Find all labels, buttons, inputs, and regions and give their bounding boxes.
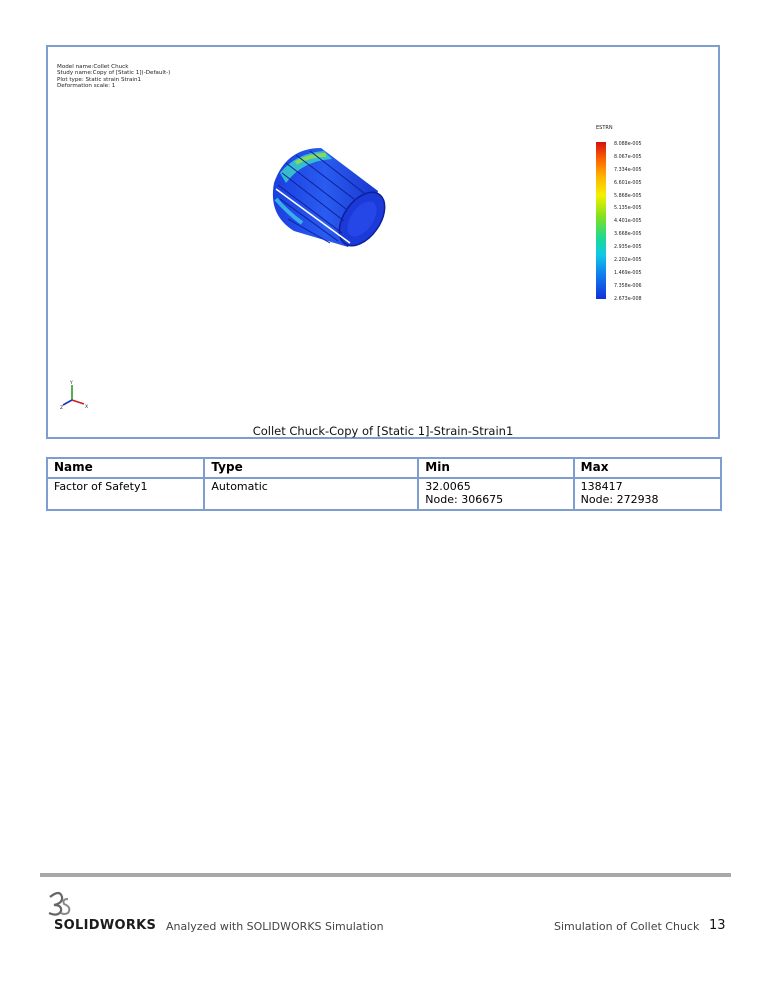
legend-label: 7.334e-005 — [614, 167, 642, 173]
plot-info-type: Plot type: Static strain Strain1 — [57, 76, 142, 83]
legend-label: 6.601e-005 — [614, 180, 642, 186]
legend-label: 8.067e-005 — [614, 154, 642, 160]
strain-legend — [596, 125, 666, 305]
header-max: Max — [574, 458, 721, 478]
legend-color-bar — [596, 142, 606, 299]
table-row — [47, 478, 721, 510]
legend-label: 2.673e-008 — [614, 296, 642, 302]
axis-z-label: Z — [60, 406, 64, 410]
cell-min — [418, 478, 573, 510]
axis-x-label: X — [85, 405, 89, 410]
axis-y-label: Y — [70, 381, 73, 386]
min-node: Node: 306675 — [425, 493, 504, 506]
axis-triad-icon — [60, 380, 94, 410]
ds-logo-icon — [46, 891, 74, 917]
legend-label: 2.935e-005 — [614, 245, 642, 251]
legend-label: 3.668e-005 — [614, 232, 642, 238]
min-value: 32.0065 — [425, 480, 471, 493]
table-header-row — [47, 458, 721, 478]
legend-label: 1.469e-005 — [614, 270, 642, 276]
header-type: Type — [204, 458, 418, 478]
legend-label: 8.088e-005 — [614, 142, 642, 147]
legend-labels — [614, 139, 666, 307]
plot-frame — [46, 45, 720, 439]
plot-caption: Collet Chuck-Copy of [Static 1]-Strain-Strain1 — [252, 424, 514, 438]
legend-label: 2.202e-005 — [614, 258, 642, 264]
footer-analyzed-text: Analyzed with SOLIDWORKS Simulation — [166, 920, 384, 933]
cell-name: Factor of Safety1 — [47, 478, 204, 510]
cell-type: Automatic — [204, 478, 418, 510]
plot-info-scale: Deformation scale: 1 — [57, 83, 116, 90]
header-min: Min — [418, 458, 573, 478]
max-value: 138417 — [580, 480, 623, 493]
legend-label: 4.401e-005 — [614, 219, 642, 225]
results-table — [46, 457, 722, 511]
brand-logo-text: SOLIDWORKS — [54, 918, 157, 933]
plot-info-study: Study name:Copy of [Static 1](-Default-) — [57, 70, 171, 77]
page-number: 13 — [709, 918, 726, 933]
max-node: Node: 272938 — [580, 493, 659, 506]
collet-model-image — [266, 143, 386, 253]
legend-label: 7.358e-006 — [614, 283, 642, 289]
header-name: Name — [47, 458, 204, 478]
plot-info — [57, 64, 170, 90]
footer-title-text: Simulation of Collet Chuck — [554, 920, 700, 933]
legend-label: 5.868e-005 — [614, 193, 642, 199]
footer-divider — [40, 873, 731, 877]
legend-label: 5.135e-005 — [614, 206, 642, 212]
cell-max — [574, 478, 721, 510]
legend-title: ESTRN — [596, 125, 613, 131]
plot-info-model: Model name:Collet Chuck — [57, 64, 129, 70]
